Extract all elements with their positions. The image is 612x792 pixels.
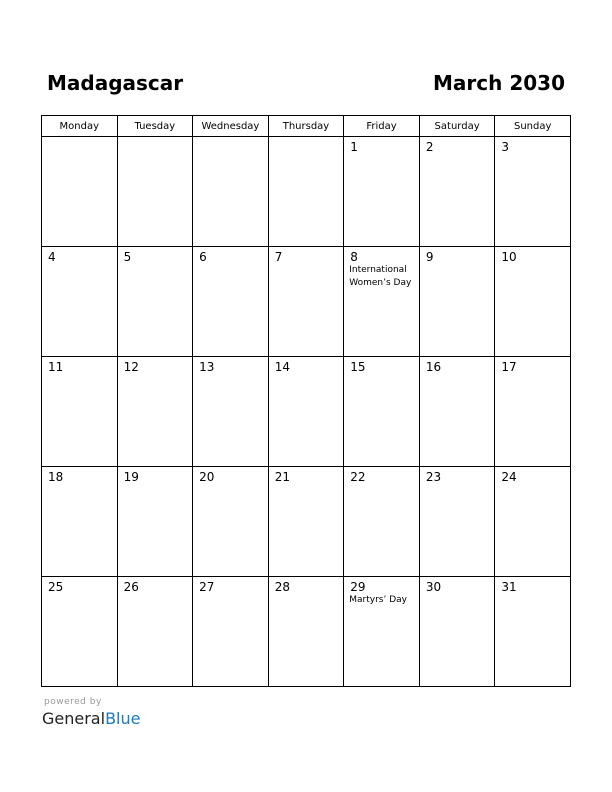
day-number: 12 (123, 360, 139, 374)
day-number: 29 (350, 580, 366, 594)
day-cell (268, 247, 344, 357)
brand-blue: Blue (105, 709, 141, 728)
month-title: March 2030 (433, 71, 565, 95)
day-number: 19 (123, 470, 139, 484)
day-number: 11 (48, 360, 64, 374)
day-cell (117, 467, 193, 577)
day-number: 17 (501, 360, 517, 374)
day-cell (419, 577, 495, 687)
powered-by-label: powered by (44, 697, 102, 707)
day-cell (42, 137, 118, 247)
day-number: 10 (501, 250, 517, 264)
day-number: 8 (350, 250, 358, 264)
day-cell (117, 247, 193, 357)
day-number: 28 (274, 580, 290, 594)
day-cell (495, 247, 571, 357)
brand-general: General (42, 709, 106, 728)
week-row (42, 357, 571, 467)
week-row (42, 137, 571, 247)
day-cell (193, 247, 269, 357)
day-cell (42, 577, 118, 687)
day-cell (193, 577, 269, 687)
day-number: 4 (48, 250, 56, 264)
day-number: 1 (350, 140, 358, 154)
day-number: 13 (199, 360, 215, 374)
day-number: 21 (274, 470, 290, 484)
day-number: 2 (425, 140, 434, 154)
generalblue-logo[interactable] (42, 709, 140, 728)
day-number: 6 (199, 250, 207, 264)
country-title: Madagascar (47, 71, 184, 95)
weekday-header-row (42, 116, 571, 137)
day-number: 30 (425, 580, 442, 594)
day-number: 18 (48, 470, 64, 484)
day-cell (268, 137, 344, 247)
day-cell (42, 467, 118, 577)
day-number: 7 (274, 250, 283, 264)
weekday-header: Tuesday (117, 116, 193, 137)
day-cell (268, 467, 344, 577)
day-number: 9 (425, 250, 434, 264)
day-number: 31 (501, 580, 517, 594)
day-cell (495, 467, 571, 577)
day-number: 16 (425, 360, 442, 374)
day-cell (42, 357, 118, 467)
day-cell (117, 577, 193, 687)
day-cell (193, 357, 269, 467)
day-cell (193, 467, 269, 577)
day-number: 27 (199, 580, 215, 594)
weekday-header: Sunday (495, 116, 571, 137)
day-cell (419, 467, 495, 577)
week-row (42, 247, 571, 357)
day-cell (495, 137, 571, 247)
day-number: 14 (274, 360, 290, 374)
day-cell (419, 137, 495, 247)
day-cell (495, 577, 571, 687)
week-row (42, 577, 571, 687)
holiday-label: Martyrs’ Day (349, 595, 407, 605)
weekday-header: Wednesday (193, 116, 269, 137)
day-cell (419, 357, 495, 467)
calendar-grid (41, 115, 571, 687)
weekday-header: Saturday (419, 116, 495, 137)
day-cell (495, 357, 571, 467)
day-number: 22 (350, 470, 366, 484)
day-number: 3 (501, 140, 510, 154)
holiday-label: International Women’s Day (349, 265, 412, 288)
day-number: 23 (425, 470, 442, 484)
day-number: 25 (48, 580, 64, 594)
day-number: 15 (350, 360, 366, 374)
day-cell (193, 137, 269, 247)
weekday-header: Friday (344, 116, 420, 137)
day-cell (344, 357, 420, 467)
day-number: 24 (501, 470, 517, 484)
day-number: 5 (123, 250, 132, 264)
day-cell (268, 357, 344, 467)
day-cell (117, 357, 193, 467)
day-cell (344, 467, 420, 577)
day-cell (268, 577, 344, 687)
day-number: 26 (123, 580, 139, 594)
day-cell (344, 577, 420, 687)
day-cell (344, 247, 420, 357)
day-cell (42, 247, 118, 357)
week-row (42, 467, 571, 577)
weekday-header: Monday (42, 116, 118, 137)
day-cell (117, 137, 193, 247)
day-number: 20 (199, 470, 215, 484)
day-cell (344, 137, 420, 247)
day-cell (419, 247, 495, 357)
weekday-header: Thursday (268, 116, 344, 137)
